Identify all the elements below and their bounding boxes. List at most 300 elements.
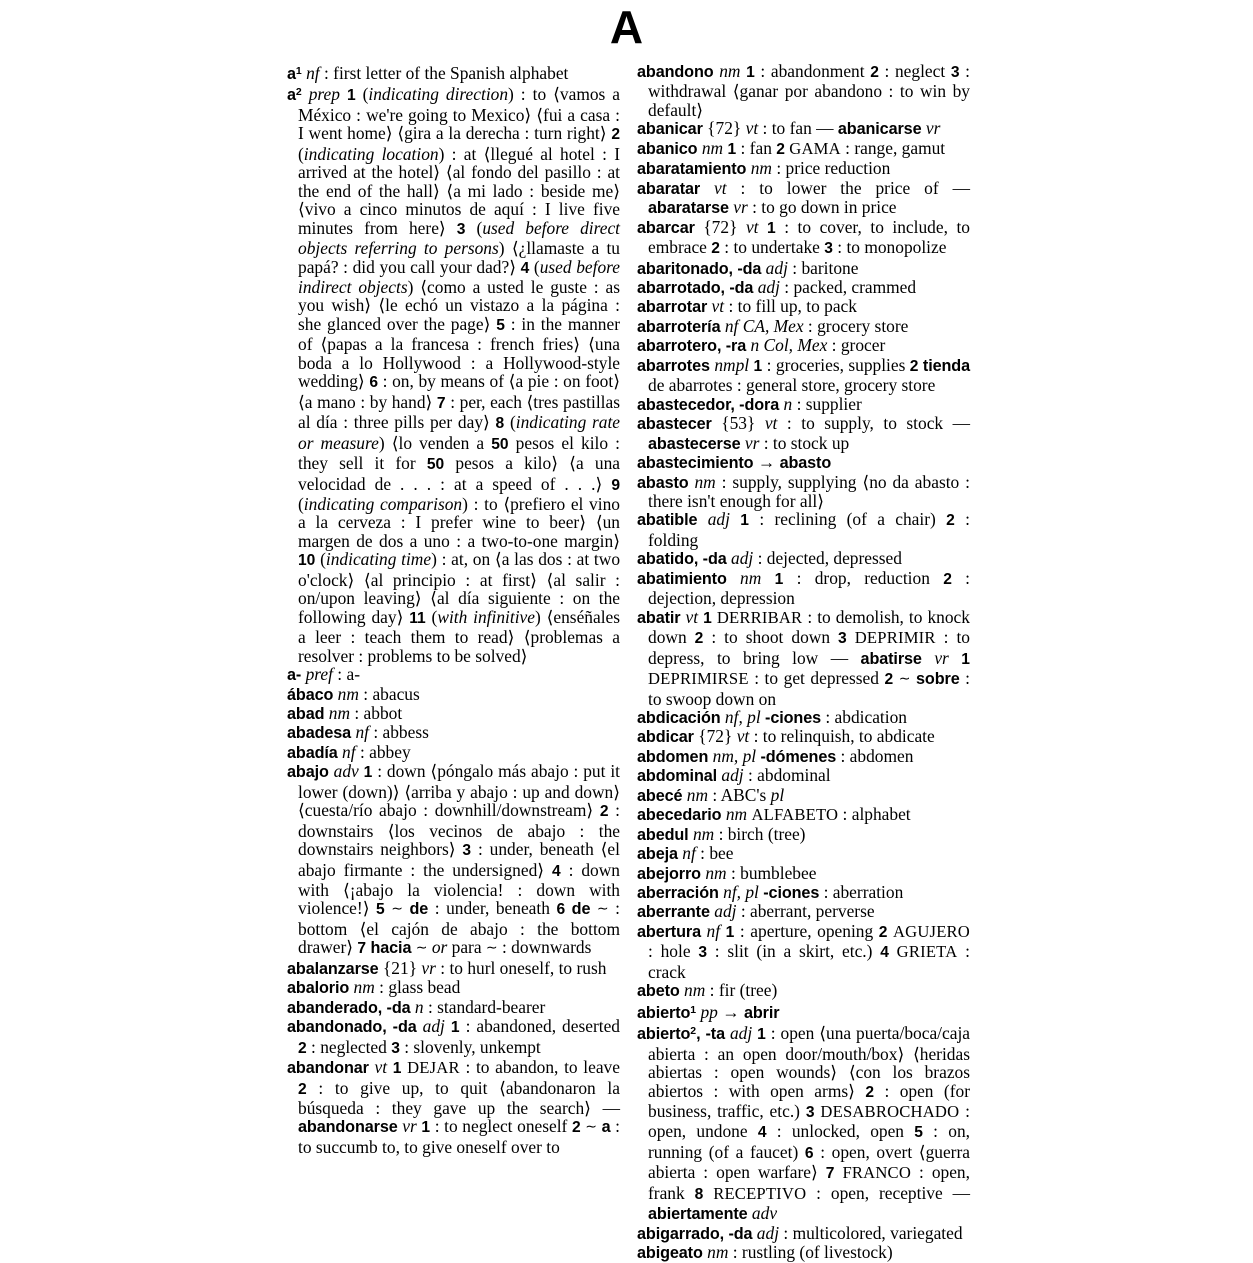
part-of-speech: vt [685, 606, 699, 627]
part-of-speech: adv [333, 761, 359, 782]
run-on-form: abaratarse [648, 199, 729, 218]
sense-number: 1 [753, 357, 763, 375]
dictionary-entry [637, 453, 970, 472]
part-of-speech: vr [744, 432, 760, 453]
run-on-form: tienda [922, 356, 970, 375]
part-of-speech: adv [751, 1203, 778, 1224]
headword: abaritonado, -da [637, 259, 762, 278]
definition: 1 (indicating direction) : to ⟨vamos a México : we're going to Mexico⟩ ⟨fui a casa : I went home⟩ ⟨gira a la derecha : turn right⟩ 2 (indicating location) : at ⟨llegué al hotel : I arrived at the hotel⟩ ⟨al fondo del pasillo : at the end of the hall⟩ ⟨a mi lado : beside me⟩ ⟨vivo a cinco minutos de aquí : I live five minutes from here⟩ 3 (used before direct objects referring to persons) ⟨¿llamaste a tu papá? : did you call your dad?⟩ 4 (used before indirect objects) ⟨como a usted le guste : as you wish⟩ ⟨le echó un vistazo a la página : she glanced over the page⟩ 5 : in the manner of ⟨papas a la francesa : french fries⟩ ⟨una boda a lo Hollywood : a Hollywood-style wedding⟩ 6 : on, by means of ⟨a pie : on foot⟩ ⟨a mano : by hand⟩ 7 : per, each ⟨tres pastillas al día : three pills per day⟩ 8 (indicating rate or measure) ⟨lo venden a 50 pesos el kilo : they sell it for 50 pesos a kilo⟩ ⟨a una velocidad de . . . : at a speed of . . .⟩ 9 (indicating comparison) : to ⟨prefiero el vino a la cerveza : I prefer wine to beer⟩ ⟨un margen de dos a uno : a two-to-one margin⟩ 10 (indicating time) : at, on ⟨a las dos : at two o'clock⟩ ⟨al principio : at first⟩ ⟨al salir : on/upon leaving⟩ ⟨al día siguiente : on the following day⟩ 11 (with infinitive) ⟨enséñales a leer : teach them to read⟩ ⟨problemas a resolver : problems to be solved⟩ [298, 84, 621, 666]
part-of-speech: adj [422, 1016, 445, 1037]
sense-number: 3 [824, 240, 833, 258]
definition: : birch (tree) [718, 823, 806, 844]
page-header-letter: A [609, 1, 644, 53]
dictionary-entry [287, 665, 620, 684]
headword: abierto [637, 1003, 691, 1022]
cross-reference: DERRIBAR [716, 607, 803, 627]
sense-number: 7 [436, 394, 446, 412]
headword: abarrotería [637, 317, 721, 336]
dictionary-entry [287, 762, 620, 959]
definition: : standard-bearer [427, 996, 546, 1017]
headword: abaratar [637, 179, 701, 198]
headword: abeto [637, 982, 680, 1001]
headword: abatido, -da [637, 550, 727, 569]
sense-number: 4 [552, 862, 561, 880]
definition: → abrir [722, 1001, 780, 1022]
swung-dash: ∼ [391, 901, 403, 918]
headword: abdomen [637, 747, 709, 766]
headword: abatimiento [637, 569, 727, 588]
conjugation-ref: {72} [703, 216, 738, 237]
part-of-speech: nf, pl [724, 706, 761, 727]
sense-number: 50 [426, 456, 445, 474]
run-on-form: abastecerse [648, 434, 741, 453]
part-of-speech: nf [306, 63, 320, 83]
dictionary-entry [287, 62, 620, 83]
sense-number: 4 [880, 944, 889, 962]
headword: abecé [637, 786, 683, 805]
part-of-speech: pref [305, 664, 333, 685]
sense-number: 3 [456, 220, 466, 238]
cross-reference: DEJAR [407, 1058, 460, 1078]
swung-dash: ∼ [898, 671, 911, 688]
dictionary-entry [637, 786, 970, 805]
part-of-speech: nm [686, 784, 709, 805]
definition: : to lower the price of — abaratarse vr : to go down in price [648, 177, 970, 218]
homograph-superscript: 2 [690, 1025, 697, 1038]
sense-number: 1 [757, 1026, 766, 1044]
part-of-speech: nm [725, 804, 748, 825]
sense-number: 1 [363, 764, 373, 782]
page-header [0, 2, 1253, 52]
definition: : abbey [359, 741, 411, 762]
part-of-speech: vt [745, 118, 759, 139]
cross-reference: DESABROCHADO [820, 1102, 960, 1122]
sense-number: 1 [727, 140, 737, 158]
definition: : grocery store [807, 315, 909, 336]
definition: : abacus [363, 683, 420, 704]
headword: abadía [287, 743, 338, 762]
inflection: -ciones [763, 884, 820, 903]
headword: abatible [637, 511, 698, 530]
definition: 1 : aperture, opening 2 AGUJERO : hole 3 : slit (in a skirt, etc.) 4 GRIETA : crack [648, 920, 970, 982]
headword: abecedario [637, 806, 722, 825]
headword: abalanzarse [287, 959, 379, 978]
sense-number: 2 [571, 1119, 581, 1137]
sense-number: 3 [698, 944, 707, 962]
definition: : packed, crammed [784, 276, 917, 297]
conjugation-ref: {72} [698, 726, 733, 747]
headword: abarcar [637, 218, 695, 237]
definition: 1 DEJAR : to abandon, to leave 2 : to give up, to quit ⟨abandonaron la búsqueda : they gave up the search⟩ — abandonarse vr 1 : to neglect oneself 2 ∼ a : to succumb to, to give oneself over to [298, 1057, 620, 1157]
part-of-speech: nm [705, 862, 727, 883]
sense-number: 1 [392, 1060, 402, 1078]
headword: abarrotero, -ra [637, 337, 747, 356]
sense-number: 2 [909, 357, 919, 375]
dictionary-entry [637, 1022, 970, 1224]
columns-container [287, 62, 971, 1263]
cross-reference: RECEPTIVO [713, 1183, 807, 1203]
headword: abanico [637, 139, 698, 158]
part-of-speech: nf [682, 843, 696, 864]
dictionary-entry [287, 1017, 620, 1058]
sense-number: 1 [774, 570, 784, 588]
part-of-speech: vt [711, 296, 725, 317]
definition: ALFABETO : alphabet [751, 804, 911, 825]
sense-number: 5 [496, 316, 505, 334]
run-on-form: abasto [779, 454, 832, 473]
run-on-form: hacia [370, 939, 412, 958]
swung-dash: ∼ [485, 940, 498, 957]
inflection: -ciones [765, 708, 822, 727]
headword: abarrotar [637, 298, 708, 317]
sense-number: 8 [694, 1185, 704, 1203]
sense-number: 3 [462, 842, 472, 860]
sense-number: 3 [391, 1039, 400, 1057]
definition: : a- [337, 664, 360, 685]
run-on-form: abatirse [860, 649, 922, 668]
dictionary-entry [637, 727, 970, 746]
sense-cue: indicating time [325, 549, 432, 570]
sense-number: 7 [825, 1165, 835, 1183]
definition: 1 : to cover, to include, to embrace 2 : to undertake 3 : to monopolize [648, 216, 970, 258]
part-of-speech: nf [706, 920, 721, 941]
definition: : to fan — abanicarse vr [762, 118, 941, 139]
headword: abasto [637, 473, 689, 492]
part-of-speech: nm [337, 683, 359, 704]
cross-reference: GAMA [789, 138, 841, 158]
headword: abdicación [637, 708, 721, 727]
dictionary-entry [637, 549, 970, 568]
headword: abandono [637, 63, 714, 81]
part-of-speech: prep [308, 84, 340, 105]
dictionary-entry [287, 685, 620, 704]
sense-cue: used before direct objects referring to persons [298, 217, 621, 259]
cross-reference: AGUJERO [892, 921, 970, 941]
definition: 1 : fan 2 GAMA : range, gamut [727, 137, 946, 158]
definition: 1 : open ⟨una puerta/boca/caja abierta : an open door/mouth/box⟩ ⟨heridas abiertas : open wounds⟩ ⟨con los brazos abiertos : with open arms⟩ 2 : open (for business, traffic, etc.) 3 DESABROCHADO : open, undone 4 : unlocked, open 5 : on, running (of a faucet) 6 : open, overt ⟨guerra abierta : open warfare⟩ 7 FRANCO : open, frank 8 RECEPTIVO : open, receptive — abiertamente adv [648, 1023, 970, 1224]
definition: : first letter of the Spanish alphabet [324, 63, 569, 83]
headword: abigeato [637, 1244, 703, 1263]
dictionary-entry [637, 608, 970, 708]
definition: : supply, supplying ⟨no da abasto : there isn't enough for all⟩ [648, 471, 970, 511]
definition: : to supply, to stock — abastecerse vr : to stock up [648, 413, 970, 453]
dictionary-entry [637, 473, 970, 511]
sense-number: 9 [611, 476, 620, 494]
headword: abejorro [637, 864, 701, 883]
headword: a [287, 86, 296, 105]
homograph-superscript: 1 [295, 65, 302, 77]
definition: 1 : down ⟨póngalo más abajo : put it lower (down)⟩ ⟨arriba y abajo : up and down⟩ ⟨cuesta/río abajo : downhill/downstream⟩ 2 : downstairs ⟨los vecinos de abajo : the downstairs neighbors⟩ 3 : under, beneath ⟨el abajo firmante : the undersigned⟩ 4 : down with ⟨¡abajo la violencia! : down with violence!⟩ 5 ∼ de : under, beneath 6 de ∼ : bottom ⟨el cajón de abajo : the bottom drawer⟩ 7 hacia ∼ or para ∼ : downwards [298, 761, 620, 958]
part-of-speech: vr [733, 197, 748, 218]
definition: : bumblebee [730, 862, 817, 883]
sense-number: 2 [884, 671, 894, 689]
inflection: -dómenes [760, 747, 837, 766]
dictionary-entry [637, 902, 970, 921]
cross-reference: FRANCO [842, 1163, 911, 1183]
sense-number: 1 [767, 219, 776, 237]
sense-number: 8 [495, 415, 505, 433]
sense-number: 2 [611, 126, 620, 144]
definition: : abdominal [748, 765, 831, 786]
headword: abandonado, -da [287, 1018, 417, 1037]
definition: : abbess [373, 722, 429, 743]
part-of-speech: nm [353, 977, 375, 998]
headword: abandonar [287, 1059, 369, 1078]
headword: abalorio [287, 979, 350, 998]
sense-number: 3 [805, 1104, 815, 1122]
dictionary-entry [637, 1001, 970, 1022]
dictionary-entry [637, 218, 970, 259]
part-of-speech: pp [700, 1001, 718, 1022]
headword: abastecimiento [637, 454, 754, 473]
dictionary-entry [637, 510, 970, 549]
definition: 1 DERRIBAR : to demolish, to knock down 2 : to shoot down 3 DEPRIMIR : to depress, to bring low — abatirse vr 1 DEPRIMIRSE : to get depressed 2 ∼ sobre : to swoop down on [648, 606, 971, 709]
definition: : to hurl oneself, to rush [440, 957, 607, 978]
dictionary-entry [637, 119, 970, 138]
headword: abanderado, -da [287, 998, 411, 1017]
dictionary-entry [637, 317, 970, 336]
definition: 1 : reclining (of a chair) 2 : folding [648, 509, 971, 550]
swung-dash: ∼ [596, 901, 609, 918]
part-of-speech: vt [736, 726, 750, 747]
sense-number: 4 [757, 1124, 767, 1142]
headword: abaratamiento [637, 160, 747, 179]
part-of-speech: vt [374, 1057, 388, 1078]
homograph-superscript: 1 [690, 1003, 697, 1016]
headword: abdominal [637, 767, 718, 786]
sense-cue: indicating location [303, 143, 439, 164]
sense-cue: indicating rate or measure [298, 412, 621, 453]
homograph-superscript: 2 [295, 86, 302, 99]
sense-number: 4 [520, 259, 530, 277]
part-of-speech: adj [714, 901, 737, 922]
dictionary-entry [287, 998, 620, 1017]
part-of-speech: nf CA, Mex [724, 315, 804, 336]
sense-number: 11 [409, 609, 426, 627]
sense-number: 2 [599, 803, 609, 821]
dictionary-entry [287, 723, 620, 742]
sense-number: 2 [298, 1080, 307, 1098]
sense-number: 2 [946, 512, 955, 530]
sense-number: 1 [421, 1119, 431, 1137]
sense-number: 6 [369, 374, 378, 392]
part-of-speech: adj [721, 765, 744, 786]
dictionary-entry [637, 259, 970, 278]
sense-number: 5 [376, 901, 385, 919]
headword: abdicar [637, 728, 694, 747]
part-of-speech: pl [770, 784, 785, 805]
headword: abadesa [287, 724, 352, 743]
sense-number: 2 [694, 630, 704, 648]
part-of-speech: n [783, 393, 793, 414]
dictionary-entry [637, 356, 970, 395]
sense-cue: indicating direction [368, 84, 509, 105]
run-on-form: abanicarse [837, 120, 922, 139]
part-of-speech: n [414, 996, 424, 1017]
part-of-speech: nm [694, 471, 716, 492]
sense-number: 6 [804, 1144, 814, 1162]
headword: abedul [637, 825, 689, 844]
swung-dash: ∼ [415, 940, 428, 957]
sense-number: 2 [870, 64, 879, 81]
headword-variant: , -ta [696, 1025, 725, 1044]
conjugation-ref: {72} [707, 118, 742, 139]
definition: 1 : groceries, supplies 2 tienda de abarrotes : general store, grocery store [648, 354, 970, 396]
part-of-speech: adj [765, 257, 788, 278]
dictionary-entry [287, 704, 620, 723]
cross-reference: GRIETA [896, 942, 958, 962]
dictionary-entry [287, 978, 620, 997]
run-on-form: de [409, 900, 429, 919]
dictionary-entry [637, 159, 970, 178]
cross-reference: DEPRIMIR [854, 628, 936, 648]
definition: : rustling (of livestock) [732, 1242, 893, 1263]
part-of-speech: nf [355, 722, 369, 743]
dictionary-entry [637, 62, 970, 119]
run-on-form: de [571, 900, 591, 919]
sense-number: 3 [950, 64, 960, 81]
definition: : to relinquish, to abdicate [753, 726, 935, 747]
right-column [637, 62, 970, 1263]
dictionary-entry [637, 766, 970, 785]
definition: : to fill up, to pack [728, 296, 857, 317]
headword: abigarrado, -da [637, 1224, 753, 1243]
cross-reference: ALFABETO [751, 805, 839, 825]
part-of-speech: vt [745, 216, 759, 237]
dictionary-entry [287, 1058, 620, 1156]
definition: 1 : drop, reduction 2 : dejection, depression [648, 567, 970, 609]
headword: abarrotado, -da [637, 278, 754, 297]
sense-number: 1 [725, 923, 735, 941]
dictionary-entry [637, 336, 970, 355]
sense-number: 7 [357, 940, 367, 958]
headword: abastecer [637, 415, 712, 434]
definition: 1 : abandoned, deserted 2 : neglected 3 : slovenly, unkempt [298, 1016, 620, 1057]
sense-number: 1 [703, 609, 712, 627]
dictionary-entry [637, 883, 970, 902]
sense-number: 5 [914, 1124, 923, 1142]
part-of-speech: vt [764, 413, 778, 434]
definition: : grocer [831, 335, 886, 356]
definition: : bee [700, 843, 734, 864]
sense-number: 2 [711, 240, 720, 258]
definition: → abasto [757, 452, 832, 473]
dictionary-entry [637, 844, 970, 863]
sense-number: 1 [450, 1019, 460, 1037]
part-of-speech: nm [750, 158, 772, 179]
definition: : fir (tree) [709, 980, 778, 1001]
definition: : aberration [823, 882, 904, 903]
run-on-form: a [601, 1118, 611, 1137]
dictionary-entry [637, 139, 970, 159]
part-of-speech: vr [402, 1116, 417, 1137]
sense-cue: used before indirect objects [298, 256, 620, 297]
dictionary-entry [287, 83, 620, 665]
sense-number: 1 [746, 64, 755, 81]
dictionary-entry [637, 864, 970, 883]
run-on-form: abiertamente [648, 1205, 748, 1224]
part-of-speech: adj [756, 1222, 780, 1243]
headword: abad [287, 704, 325, 723]
sense-number: 1 [346, 87, 356, 105]
part-of-speech: adj [757, 276, 780, 297]
definition: : abbot [354, 702, 403, 723]
dictionary-entry [637, 747, 970, 766]
headword: ábaco [287, 685, 334, 704]
part-of-speech: or [431, 937, 448, 958]
dictionary-entry [637, 825, 970, 844]
part-of-speech: nm [692, 823, 715, 844]
sense-number: 6 [556, 901, 566, 919]
part-of-speech: adj [731, 548, 754, 569]
part-of-speech: nmpl [714, 354, 750, 375]
conjugation-ref: {53} [721, 413, 756, 434]
part-of-speech: nm [719, 61, 741, 81]
part-of-speech: adj [729, 1023, 753, 1044]
headword: abarrotes [637, 356, 710, 375]
definition: : aberrant, perverse [740, 901, 875, 922]
sense-number: 50 [491, 435, 509, 453]
run-on-form: abandonarse [298, 1118, 398, 1137]
part-of-speech: n Col, Mex [750, 335, 828, 356]
definition: : abdication [825, 706, 907, 727]
part-of-speech: nm [684, 980, 706, 1001]
definition: : supplier [796, 393, 862, 414]
part-of-speech: adj [707, 509, 730, 530]
part-of-speech: nf [342, 741, 356, 762]
headword: abatir [637, 608, 681, 627]
headword: abierto [637, 1025, 691, 1044]
definition: : baritone [792, 257, 859, 278]
part-of-speech: nm [707, 1242, 729, 1263]
sense-number: 10 [298, 552, 316, 570]
headword: abertura [637, 922, 701, 941]
part-of-speech: vt [714, 177, 727, 198]
sense-cue: indicating comparison [303, 493, 463, 514]
definition: : multicolored, variegated [783, 1222, 963, 1243]
sense-number: 2 [943, 570, 952, 588]
run-on-form: sobre [916, 670, 960, 689]
headword: a- [287, 666, 302, 685]
headword: abanicar [637, 120, 703, 139]
sense-number: 1 [740, 512, 749, 530]
part-of-speech: vr [421, 957, 436, 978]
sense-number: 2 [878, 923, 888, 941]
part-of-speech: nm [328, 702, 351, 723]
dictionary-entry [637, 179, 970, 218]
dictionary-entry [637, 981, 970, 1000]
headword: aberrante [637, 903, 710, 922]
part-of-speech: nf, pl [723, 882, 759, 903]
headword: abastecedor, -dora [637, 395, 780, 414]
part-of-speech: vr [934, 647, 949, 668]
conjugation-ref: {21} [382, 957, 418, 978]
dictionary-entry [637, 395, 970, 414]
dictionary-entry [637, 1224, 970, 1243]
headword: abeja [637, 845, 678, 864]
dictionary-entry [637, 922, 970, 981]
dictionary-entry [287, 959, 620, 978]
part-of-speech: nm, pl [712, 745, 757, 766]
sense-number: 2 [776, 140, 785, 158]
sense-number: 2 [865, 1083, 875, 1101]
headword: aberración [637, 884, 719, 903]
headword: abajo [287, 763, 329, 782]
definition: 1 : abandonment 2 : neglect 3 : withdrawal ⟨ganar por abandono : to win by default⟩ [648, 61, 970, 120]
definition: : glass bead [379, 977, 461, 998]
definition: : dejected, depressed [757, 548, 902, 569]
definition: : abdomen [840, 745, 914, 766]
